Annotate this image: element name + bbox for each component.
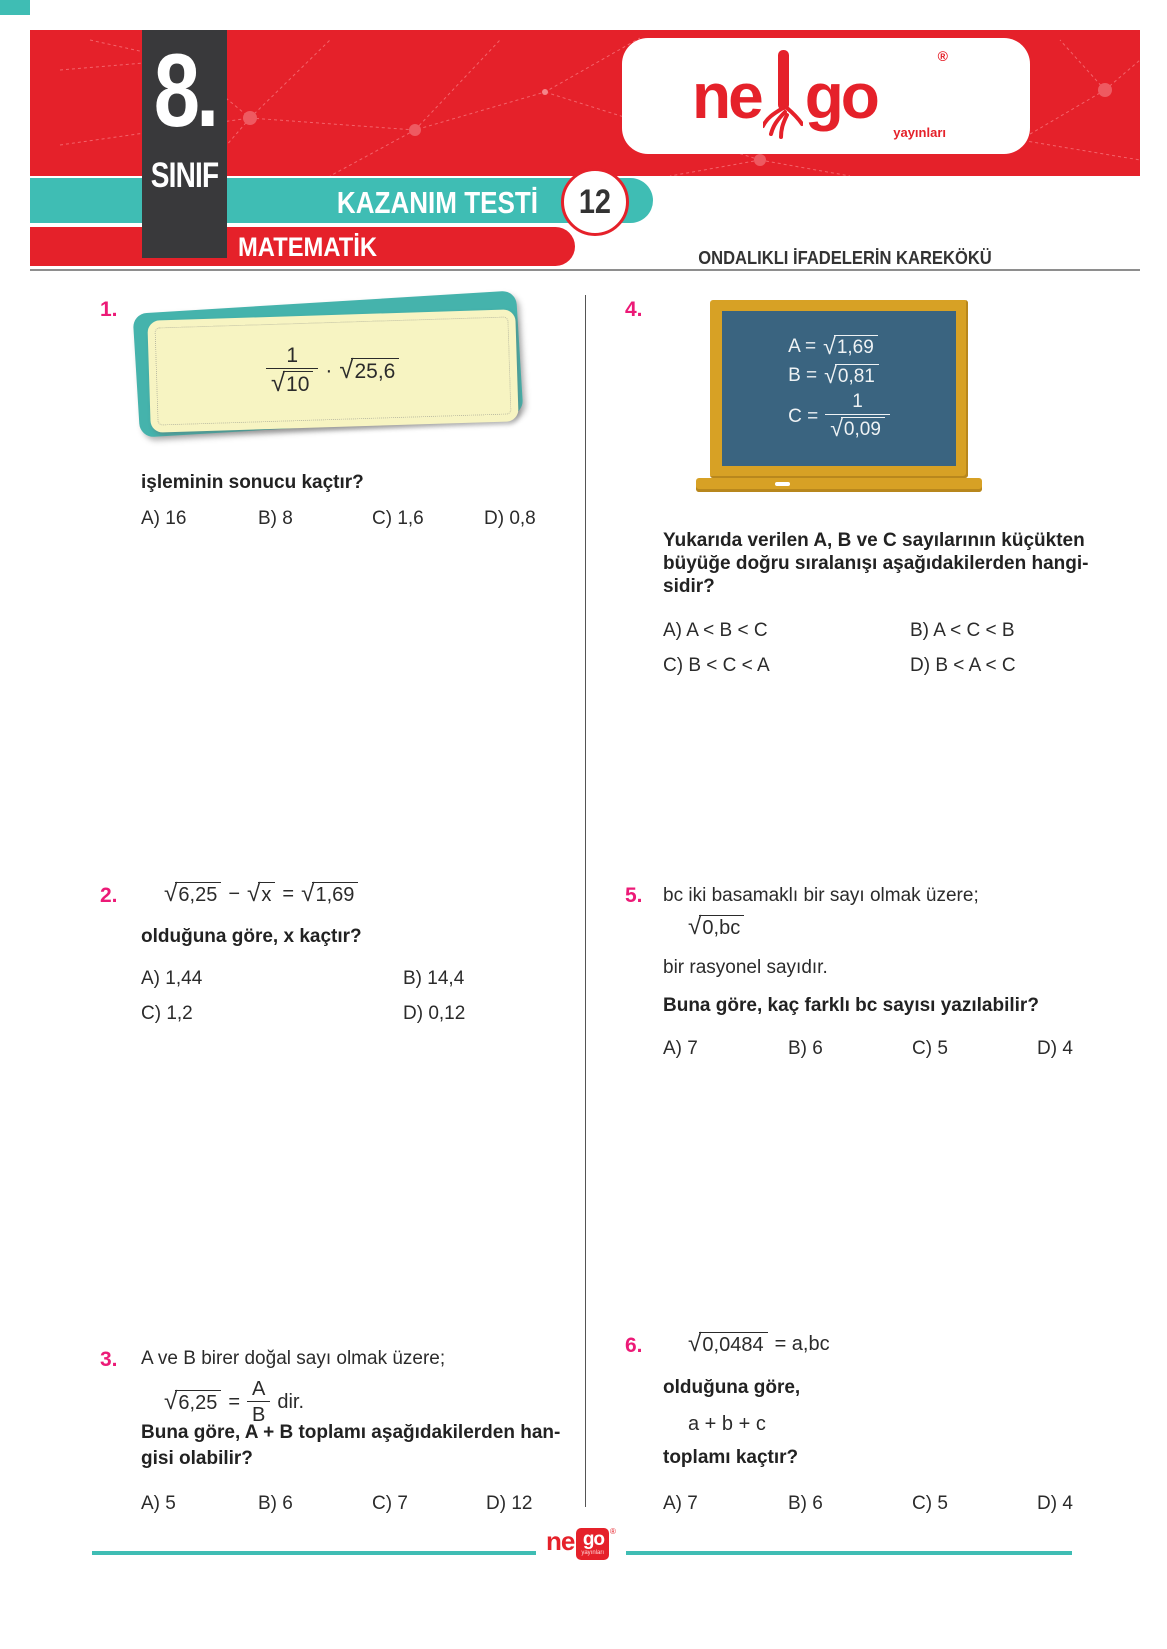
- answer-option: A) 1,44: [141, 968, 203, 989]
- question-expression: a + b + c: [688, 1413, 766, 1435]
- sqrt-sign: √: [824, 361, 837, 388]
- registered-mark: ®: [610, 1527, 616, 1536]
- test-band-label: KAZANIM TESTİ: [336, 185, 538, 220]
- answer-option: B) A < C < B: [910, 620, 1015, 641]
- answer-option: D) 4: [1037, 1493, 1073, 1514]
- radical: [271, 371, 313, 397]
- fraction-denominator: [266, 368, 318, 397]
- radicand: 25,6: [352, 358, 400, 384]
- radicand: 0,0484: [699, 1332, 767, 1357]
- answer-option: C) 7: [372, 1493, 408, 1514]
- fraction-numerator: A: [252, 1378, 266, 1400]
- answer-option: D) 0,8: [484, 508, 536, 529]
- logo-subtitle: yayınları: [893, 125, 946, 140]
- question-prompt-line: büyüğe doğru sıralanışı aşağıdakilerden hangi-: [663, 553, 1089, 574]
- answer-option: A) 7: [663, 1493, 698, 1514]
- board-label: B =: [788, 364, 818, 386]
- answer-option: B) 6: [788, 1493, 823, 1514]
- radicand: 10: [283, 371, 313, 397]
- radicand: x: [258, 882, 275, 907]
- sqrt-sign: √: [823, 332, 836, 359]
- question-number: 4.: [625, 298, 643, 321]
- formula-rest: = a,bc: [774, 1333, 830, 1355]
- sqrt-sign: √: [301, 880, 315, 907]
- board-line: [788, 361, 890, 388]
- footer-logo: [536, 1526, 626, 1564]
- equals-sign: =: [228, 1390, 241, 1413]
- radicand: 6,25: [175, 882, 221, 907]
- radical: [688, 1332, 768, 1357]
- question-prompt: Buna göre, kaç farklı bc sayısı yazılabilir?: [663, 995, 1039, 1016]
- answer-option: C) 5: [912, 1038, 948, 1059]
- answer-option: C) B < C < A: [663, 655, 770, 676]
- fraction-denominator: [825, 414, 890, 442]
- test-number: 12: [578, 182, 612, 221]
- sqrt-sign: √: [164, 1387, 178, 1415]
- fraction-numerator: 1: [286, 344, 299, 368]
- sqrt-sign: √: [247, 880, 261, 907]
- chalkboard: [722, 311, 956, 466]
- column-divider: [585, 295, 586, 1507]
- answer-option: B) 14,4: [403, 968, 465, 989]
- left-teal-dash: [0, 0, 30, 15]
- note-card-front: [147, 309, 518, 433]
- grade-number: 8.: [153, 33, 216, 149]
- sqrt-sign: √: [164, 880, 178, 907]
- question-prompt-line: Yukarıda verilen A, B ve C sayılarının küçükten: [663, 530, 1085, 551]
- minus-sign: −: [228, 883, 241, 905]
- radical: [247, 882, 275, 907]
- answer-option: D) B < A < C: [910, 655, 1016, 676]
- answer-option: A) 5: [141, 1493, 176, 1514]
- radical: [339, 355, 400, 384]
- radical: [301, 882, 358, 907]
- radicand: 1,69: [312, 882, 358, 907]
- logo-subtitle: yayınları: [581, 1550, 605, 1556]
- radicand: 1,69: [834, 335, 878, 359]
- logo-text-ne: ne: [546, 1526, 575, 1556]
- radicand: 6,25: [175, 1390, 221, 1415]
- answer-option: C) 1,6: [372, 508, 424, 529]
- subject-label: MATEMATİK: [238, 232, 378, 262]
- question-number: 5.: [625, 884, 643, 907]
- publisher-logo-wordmark: [692, 50, 877, 142]
- answer-option: C) 5: [912, 1493, 948, 1514]
- answer-option: A) 16: [141, 508, 187, 529]
- topic-title: ONDALIKLI İFADELERİN KAREKÖKÜ: [698, 248, 992, 268]
- q3-formula: [164, 1378, 304, 1426]
- question-intro: A ve B birer doğal sayı olmak üzere;: [141, 1348, 446, 1369]
- registered-mark: ®: [937, 48, 948, 64]
- question-number: 3.: [100, 1348, 118, 1371]
- answer-option: B) 6: [258, 1493, 293, 1514]
- radicand: 0,81: [835, 364, 879, 388]
- question-number: 1.: [100, 298, 118, 321]
- answer-option: C) 1,2: [141, 1003, 193, 1024]
- logo-text-go: go: [582, 1529, 605, 1550]
- radical: [164, 882, 221, 907]
- sqrt-sign: √: [688, 913, 702, 940]
- sqrt-sign: √: [830, 415, 843, 442]
- radicand: 0,09: [841, 417, 885, 441]
- fraction-numerator: 1: [852, 391, 863, 413]
- multiplication-dot: ·: [325, 358, 333, 382]
- fraction: [247, 1378, 270, 1426]
- question-prompt-line: Buna göre, A + B toplamı aşağıdakilerden han-: [141, 1422, 561, 1443]
- header-rule: [30, 269, 1140, 271]
- radical: [164, 1387, 221, 1415]
- formula-suffix: dir.: [277, 1390, 305, 1413]
- radical: [830, 417, 885, 441]
- q6-formula: [688, 1332, 830, 1357]
- logo-text-ne: ne: [692, 60, 761, 132]
- answer-option: D) 0,12: [403, 1003, 466, 1024]
- board-line: [788, 332, 890, 359]
- answer-option: A) 7: [663, 1038, 698, 1059]
- board-label: A =: [788, 335, 817, 357]
- question-prompt: olduğuna göre, x kaçtır?: [141, 926, 362, 947]
- chalkboard-formulas: [788, 332, 890, 442]
- grade-word: SINIF: [150, 155, 219, 195]
- question-intro: bc iki basamaklı bir sayı olmak üzere;: [663, 885, 979, 906]
- sqrt-sign: √: [271, 369, 286, 398]
- fraction: [825, 392, 890, 442]
- radicand: 0,bc: [699, 915, 744, 940]
- radical: [823, 332, 878, 359]
- q5-formula: [688, 915, 744, 940]
- question-text: bir rasyonel sayıdır.: [663, 957, 828, 978]
- equals-sign: =: [282, 883, 295, 905]
- logo-text-go: go: [804, 60, 877, 132]
- question-prompt-line: sidir?: [663, 576, 715, 597]
- question-text: olduğuna göre,: [663, 1377, 801, 1398]
- radical: [688, 915, 744, 940]
- chalkboard-ledge: [696, 478, 982, 492]
- logo-go-box: [576, 1528, 609, 1560]
- board-label: C =: [788, 406, 819, 428]
- radical: [824, 361, 879, 388]
- publisher-logo: [622, 38, 1030, 154]
- answer-option: A) A < B < C: [663, 620, 768, 641]
- board-line: [788, 392, 890, 442]
- grade-box: [142, 30, 227, 258]
- question-number: 2.: [100, 884, 118, 907]
- q2-formula: [164, 882, 358, 907]
- answer-option: D) 12: [486, 1493, 533, 1514]
- q1-formula: [266, 344, 399, 397]
- question-prompt-line: gisi olabilir?: [141, 1448, 253, 1469]
- answer-option: B) 8: [258, 508, 293, 529]
- answer-option: B) 6: [788, 1038, 823, 1059]
- question-number: 6.: [625, 1334, 643, 1357]
- question-prompt: toplamı kaçtır?: [663, 1447, 799, 1468]
- chalk-piece: [775, 482, 790, 486]
- sqrt-sign: √: [339, 355, 354, 384]
- open-book-icon: [763, 48, 803, 145]
- answer-option: D) 4: [1037, 1038, 1073, 1059]
- test-number-badge: [561, 168, 629, 236]
- sqrt-sign: √: [688, 1330, 702, 1357]
- fraction-denominator: B: [247, 1401, 270, 1426]
- fraction: [266, 344, 318, 397]
- question-prompt: işleminin sonucu kaçtır?: [141, 472, 364, 493]
